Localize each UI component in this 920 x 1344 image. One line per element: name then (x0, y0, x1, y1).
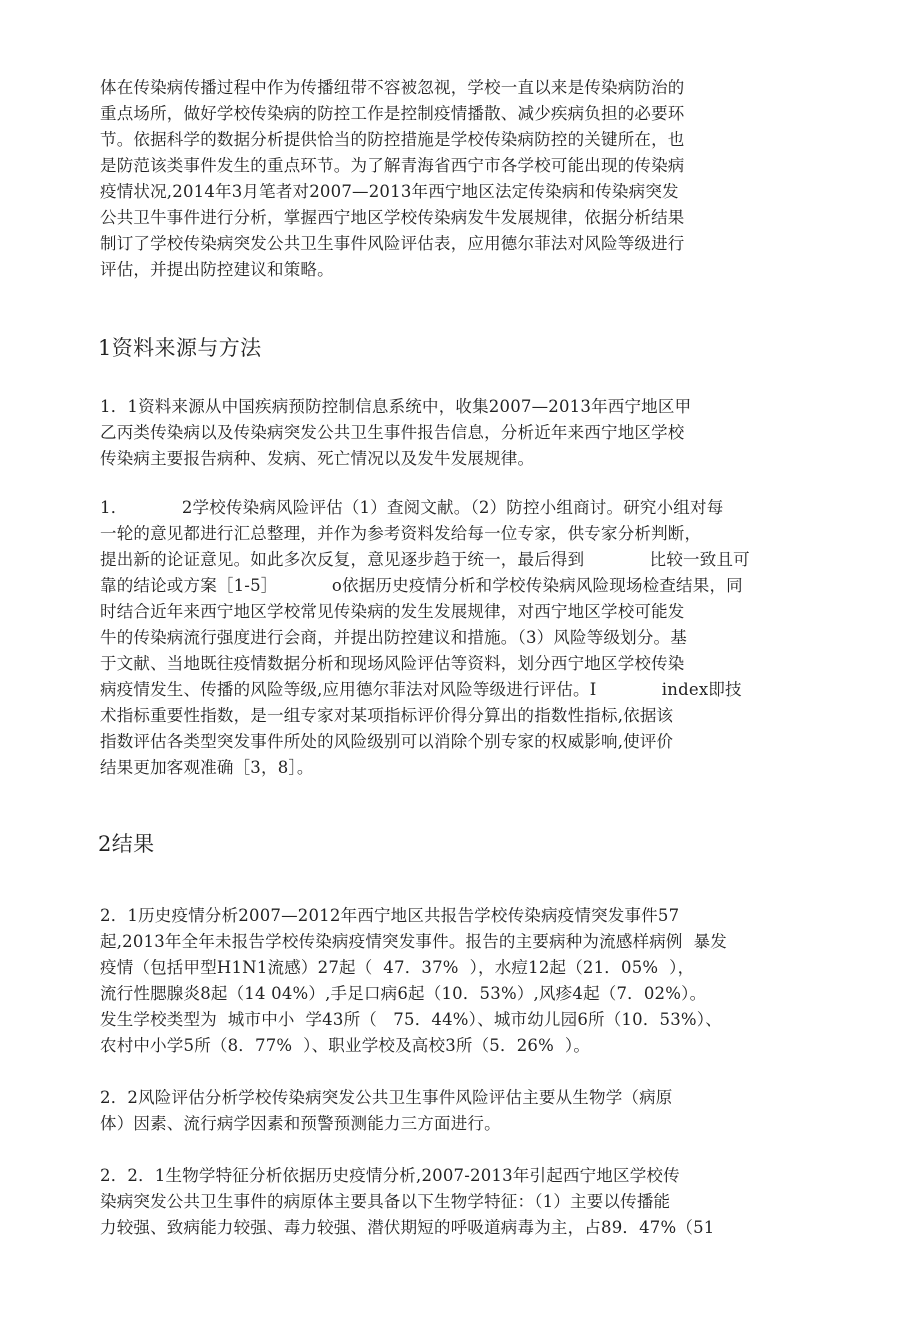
text-line: 术指标重要性指数，是一组专家对某项指标评价得分算出的指数性指标,依据该 (100, 706, 674, 725)
text-line: 2．2．1生物学特征分析依据历史疫情分析,2007-2013年引起西宁地区学校传 (100, 1166, 680, 1185)
text-line: 疫情（包括甲型H1N1流感）27起（ 47．37% ），水痘12起（21．05% ）， (100, 958, 695, 977)
text-line: 1． 2学校传染病风险评估（1）查阅文献。（2）防控小组商讨。研究小组对每 (100, 498, 724, 517)
text-line: 病疫情发生、传播的风险等级,应用德尔菲法对风险等级进行评估。I index即技 (100, 680, 742, 699)
section-heading-1: 1资料来源与方法 (98, 336, 262, 360)
text-line: 牛的传染病流行强度进行会商，并提出防控建议和措施。（3）风险等级划分。基 (100, 628, 687, 647)
text-line: 时结合近年来西宁地区学校常见传染病的发生发展规律，对西宁地区学校可能发 (100, 602, 685, 621)
text-line: 染病突发公共卫生事件的病原体主要具备以下生物学特征：（1）主要以传播能 (100, 1192, 671, 1211)
text-line: 制订了学校传染病突发公共卫生事件风险评估表，应用德尔菲法对风险等级进行 (100, 234, 685, 253)
text-line: 公共卫牛事件进行分析，掌握西宁地区学校传染病发牛发展规律，依据分析结果 (100, 208, 685, 227)
text-line: 1．1资料来源从中国疾病预防控制信息系统中，收集2007—2013年西宁地区甲 (100, 397, 692, 416)
text-line: 发生学校类型为 城市中小 学43所（ 75．44%）、城市幼儿园6所（10．53%）、 (100, 1010, 722, 1029)
text-line: 体）因素、流行病学因素和预警预测能力三方面进行。 (100, 1114, 501, 1133)
text-line: 起,2013年全年未报告学校传染病疫情突发事件。报告的主要病种为流感样病例 暴发 (100, 932, 727, 951)
text-line: 力较强、致病能力较强、毒力较强、潜伏期短的呼吸道病毒为主，占89．47%（51 (100, 1218, 715, 1237)
text-line: 提出新的论证意见。如此多次反复，意见逐步趋于统一，最后得到 比较一致且可 (100, 550, 750, 569)
text-line: 靠的结论或方案［1-5］ o依据历史疫情分析和学校传染病风险现场检查结果，同 (100, 576, 743, 595)
text-line: 传染病主要报告病种、发病、死亡情况以及发牛发展规律。 (100, 449, 535, 468)
text-line: 体在传染病传播过程中作为传播纽带不容被忽视，学校一直以来是传染病防治的 (100, 78, 685, 97)
section-heading-2: 2结果 (98, 832, 155, 856)
text-line: 乙丙类传染病以及传染病突发公共卫生事件报告信息，分析近年来西宁地区学校 (100, 423, 685, 442)
text-line: 评估，并提出防控建议和策略。 (100, 260, 334, 279)
text-line: 节。依据科学的数据分析提供恰当的防控措施是学校传染病防控的关键所在，也 (100, 130, 685, 149)
text-line: 流行性腮腺炎8起（14 04%）,手足口病6起（10．53%）,风疹4起（7．02%）。 (100, 984, 707, 1003)
text-line: 农村中小学5所（8．77% ）、职业学校及高校3所（5．26% ）。 (100, 1036, 591, 1055)
text-line: 2．2风险评估分析学校传染病突发公共卫生事件风险评估主要从生物学（病原 (100, 1088, 673, 1107)
text-line: 2．1历史疫情分析2007—2012年西宁地区共报告学校传染病疫情突发事件57 (100, 906, 680, 925)
text-line: 于文献、当地既往疫情数据分析和现场风险评估等资料，划分西宁地区学校传染 (100, 654, 685, 673)
text-line: 疫情状况,2014年3月笔者对2007—2013年西宁地区法定传染病和传染病突发 (100, 182, 679, 201)
text-line: 结果更加客观准确［3，8］。 (100, 758, 314, 777)
text-line: 指数评估各类型突发事件所处的风险级别可以消除个别专家的权威影响,使评价 (100, 732, 674, 751)
text-line: 一轮的意见都进行汇总整理，并作为参考资料发给每一位专家，供专家分析判断， (100, 524, 702, 543)
text-line: 是防范该类事件发生的重点环节。为了解青海省西宁市各学校可能出现的传染病 (100, 156, 685, 175)
text-line: 重点场所，做好学校传染病的防控工作是控制疫情播散、减少疾病负担的必要环 (100, 104, 685, 123)
